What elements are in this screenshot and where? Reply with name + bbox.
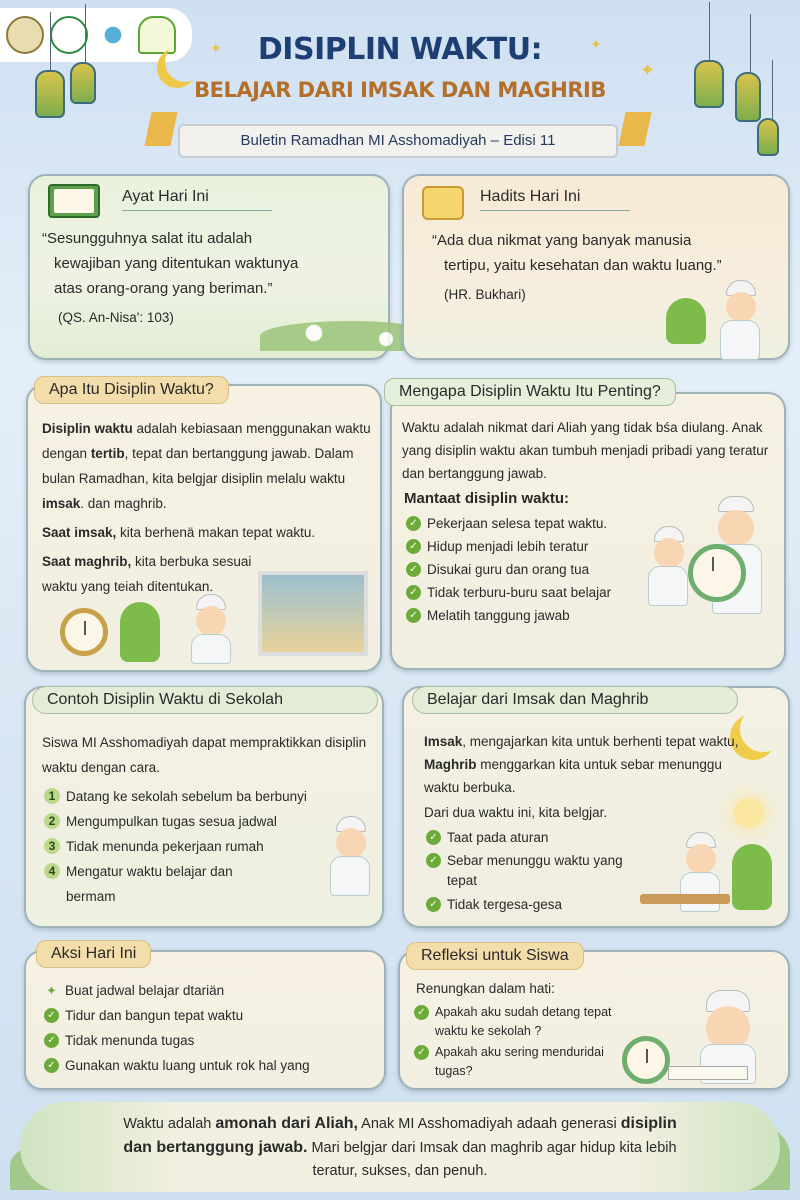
check-icon: ✓ — [414, 1045, 429, 1060]
crescent-moon-icon — [740, 706, 786, 752]
boy-shirt — [720, 320, 760, 360]
check-icon: ✓ — [406, 516, 421, 531]
mengapa-subtitle: Mantaat disiplin waktu: — [404, 490, 570, 507]
belajar-title: Belajar dari Imsak dan Maghrib — [412, 686, 738, 714]
apa-body — [42, 416, 372, 599]
star-icon: ✦ — [590, 36, 602, 52]
apa-maghrib: Saat maghrib, kita berbuka sesuai waktu yang teiah ditentukan. — [42, 554, 252, 594]
book-icon — [668, 1066, 748, 1080]
contoh-intro: Siswa MI Asshomadiyah dapat mempraktikkan disiplin waktu dengan cara. — [42, 735, 367, 775]
contoh-list — [42, 784, 312, 909]
mengapa-card — [390, 392, 786, 670]
sparkle-icon: ✦ — [46, 983, 57, 998]
check-icon: ✓ — [426, 830, 441, 845]
list-item: ✓ Tidak tergesa-gesa — [426, 893, 624, 916]
ayat-card — [28, 174, 390, 360]
mengapa-paragraph: Waktu adalah nikmat dari Aliah yang tidak bśa diulang. Anak yang disiplin waktu akan tumbuh menjadi pribadi yang teratur dan bertanggung jawab. — [402, 420, 769, 481]
list-item: ✓ Sebar menunggu waktu yang tepat — [426, 851, 624, 891]
hadits-title: Hadits Hari Ini — [480, 188, 630, 211]
ribbon-end-left — [144, 112, 177, 146]
list-item: ✓ Apakah aku sudah detang tepat waktu ke sekolah ? — [414, 1003, 624, 1041]
check-icon: ✓ — [414, 1005, 429, 1020]
hadits-body — [432, 228, 782, 307]
check-icon: ✓ — [406, 585, 421, 600]
list-item: ✓ Taat pada aturan — [426, 826, 624, 849]
hadits-quote — [432, 228, 782, 278]
list-item: 3 Tidak menunda pekerjaan rumah — [44, 834, 312, 859]
quote-line: kewajiban yang ditentukan waktunya — [54, 255, 299, 272]
contoh-title: Contoh Disiplin Waktu di Sekolah — [32, 686, 378, 714]
girl-illustration — [120, 602, 160, 662]
check-icon: ✓ — [44, 1008, 59, 1023]
refleksi-body — [414, 976, 624, 1081]
ayat-quote — [42, 226, 382, 301]
ayat-source: (QS. An-Nisa': 103) — [58, 310, 174, 325]
list-item: 2 Mengumpulkan tugas sesua jadwal — [44, 809, 312, 834]
page-subtitle: BELAJAR DARI IMSAK DAN MAGHRIB — [194, 78, 606, 102]
edition-ribbon: Buletin Ramadhan MI Asshomadiyah – Edisi 11 — [178, 124, 618, 158]
mengapa-title: Mengapa Disiplin Waktu Itu Penting? — [384, 378, 676, 406]
check-icon: ✓ — [426, 897, 441, 912]
belajar-intro: Dari dua waktu ini, kita belgjar. — [424, 805, 608, 820]
check-icon: ✓ — [44, 1058, 59, 1073]
list-item: ✓ Tidak terburu-buru saat belajar — [406, 581, 652, 604]
aksi-list — [44, 978, 384, 1078]
benefit-list — [402, 512, 652, 627]
ayat-title: Ayat Hari Ini — [122, 188, 272, 211]
check-icon: ✓ — [406, 608, 421, 623]
lantern-icon — [757, 118, 779, 156]
list-item: ✓ Melatih tanggung jawab — [406, 604, 652, 627]
quote-line: tertipu, yaitu kesehatan dan waktu luang.” — [444, 257, 722, 274]
list-item: ✓ Apakah aku sering menduridai tugas? — [414, 1043, 624, 1081]
aksi-card — [24, 950, 386, 1090]
quote-line: “Sesungguhnya salat itu adalah — [42, 230, 253, 247]
list-item: ✓ Tidak menunda tugas — [44, 1028, 384, 1053]
list-item: 1 Datang ke sekolah sebelum ba berbunyi — [44, 784, 312, 809]
star-icon: ✦ — [210, 40, 222, 56]
ribbon-end-right — [618, 112, 651, 146]
list-item: ✓ Hidup menjadi lebih teratur — [406, 535, 652, 558]
scroll-icon — [422, 186, 464, 220]
contoh-body — [42, 730, 372, 909]
hadits-card — [402, 174, 790, 360]
list-item: ✓ Gunakan waktu luang untuk rok hal yang — [44, 1053, 384, 1078]
open-book-icon — [48, 184, 100, 218]
mengapa-body — [402, 416, 774, 627]
contoh-card — [24, 686, 384, 928]
boy-shirt — [191, 634, 231, 664]
check-icon: ✓ — [406, 539, 421, 554]
belajar-list — [424, 826, 624, 916]
ayat-body — [42, 226, 382, 330]
closing-text: Waktu adalah amonah dari Aliah, Anak MI Asshomadiyah adaah generasi disiplin dan bertanggung jawab. Mari belgjar dari Imsak dan maghrib agar hidup kita lebih teratur, sukses, dan penuh. — [123, 1115, 677, 1179]
alarm-clock-icon — [622, 1036, 670, 1084]
list-item: ✓ Pekerjaan selesa tepat waktu. — [406, 512, 652, 535]
quote-line: atas orang-orang yang beriman.” — [54, 280, 273, 297]
refleksi-card — [398, 950, 790, 1090]
page-title: DISIPLIN WAKTU: — [257, 32, 543, 67]
check-icon: ✓ — [44, 1033, 59, 1048]
hadits-source: (HR. Bukhari) — [444, 287, 526, 302]
list-item: ✦ Buat jadwal belajar dtariän — [44, 978, 384, 1003]
apa-title: Apa Itu Disiplin Waktu? — [34, 376, 229, 404]
belajar-paragraph: Imsak, mengajarkan kita untuk berhenti tepat waktu, Maghrib menggarkan kita untuk sebar menunggu waktu berbuka. — [424, 734, 739, 795]
refleksi-title: Refleksi untuk Siswa — [406, 942, 584, 970]
closing-banner — [20, 1102, 780, 1192]
quote-line: “Ada dua nikmat yang banyak manusia — [432, 232, 692, 249]
check-icon: ✓ — [426, 853, 441, 868]
refleksi-intro: Renungkan dalam hati: — [416, 981, 555, 996]
belajar-body — [424, 730, 739, 916]
check-icon: ✓ — [406, 562, 421, 577]
alarm-clock-icon — [60, 608, 108, 656]
list-item: ✓ Disukai guru dan orang tua — [406, 558, 652, 581]
star-icon: ✦ — [640, 60, 656, 80]
list-item: 4 Mengatur waktu belajar dan bermam — [44, 859, 254, 909]
apa-card — [26, 384, 382, 672]
boy-illustration — [196, 606, 226, 636]
belajar-card — [402, 686, 790, 928]
list-item: ✓ Tidur dan bangun tepat waktu — [44, 1003, 384, 1028]
apa-imsak: Saat imsak, kita berhenä makan tepat waktu. — [42, 525, 316, 540]
aksi-title: Aksi Hari Ini — [36, 940, 151, 968]
apa-paragraph: Disiplin waktu adalah kebiasaan menggunakan waktu dengan tertib, tepat dan bertanggung jawab. Dalam bulan Ramadhan, kita belgjar disiplin melalu waktu imsak. dan maghrib. — [42, 421, 371, 511]
